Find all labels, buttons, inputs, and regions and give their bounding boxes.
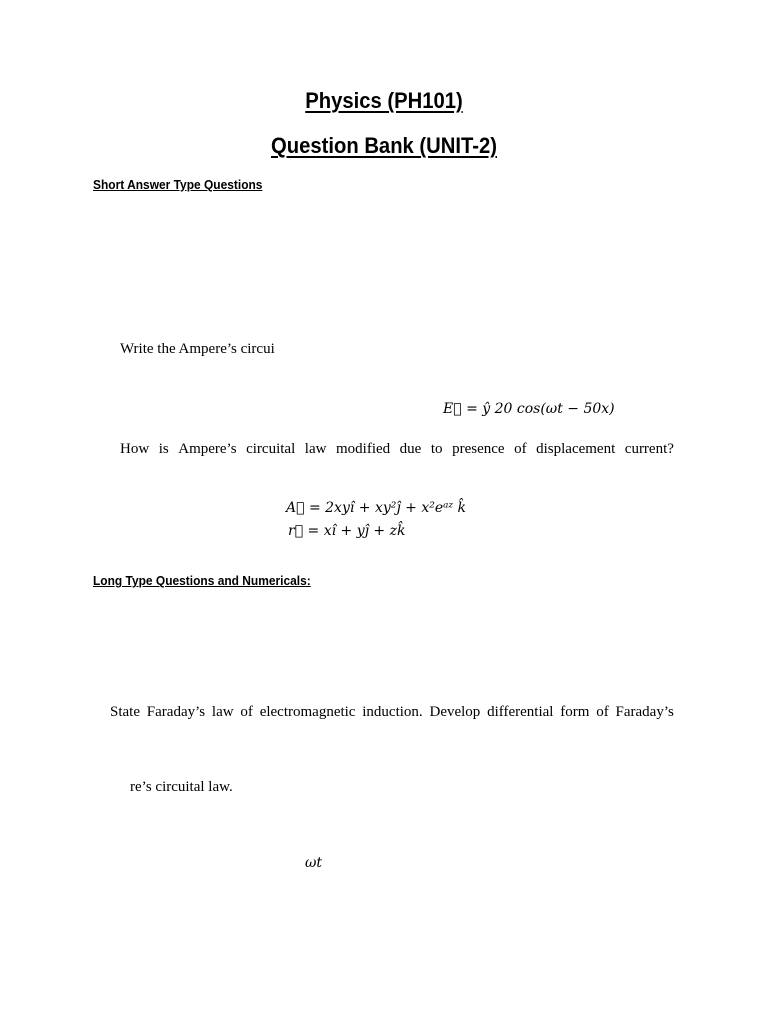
ampere-write-fragment: Write the Ampere’s circui [120,341,275,357]
word: to [430,441,443,457]
word: current? [624,441,674,457]
faraday-question [110,704,674,721]
word: differential [487,704,554,720]
word: Faraday’s [146,704,206,720]
word: law [304,441,327,457]
word: Ampere’s [178,441,237,457]
course-title: Physics (PH101) [305,88,463,113]
word: State [110,704,140,720]
word: presence [452,441,505,457]
word: of [514,441,527,457]
omega-t-fragment: ωt [305,855,323,871]
long-type-heading: Long Type Questions and Numericals: [93,573,311,588]
word: law [211,704,234,720]
word: is [158,441,169,457]
word: How [120,441,150,457]
word: Develop [429,704,481,720]
word: form [560,704,590,720]
electric-field-equation: E⃗ = ŷ 20 cos(ωt − 50x) [443,401,615,417]
ampere-circuital-fragment: re’s circuital law. [130,779,233,795]
vector-a-equation: A⃗ = 2xyî + xy²ĵ + x²eᵃᶻ k̂ [286,500,466,516]
vector-r-equation: r⃗ = xî + yĵ + zk̂ [288,523,406,539]
word: induction. [362,704,423,720]
word: circuital [246,441,296,457]
word: Faraday’s [615,704,674,720]
question-bank-title: Question Bank (UNIT-2) [270,133,498,158]
word: electromagnetic [259,704,356,720]
word: modified [335,441,391,457]
short-answer-heading: Short Answer Type Questions [93,177,263,192]
word: displacement [536,441,616,457]
word: of [596,704,609,720]
word: due [399,441,422,457]
word: of [240,704,253,720]
ampere-modified-question [120,441,674,458]
